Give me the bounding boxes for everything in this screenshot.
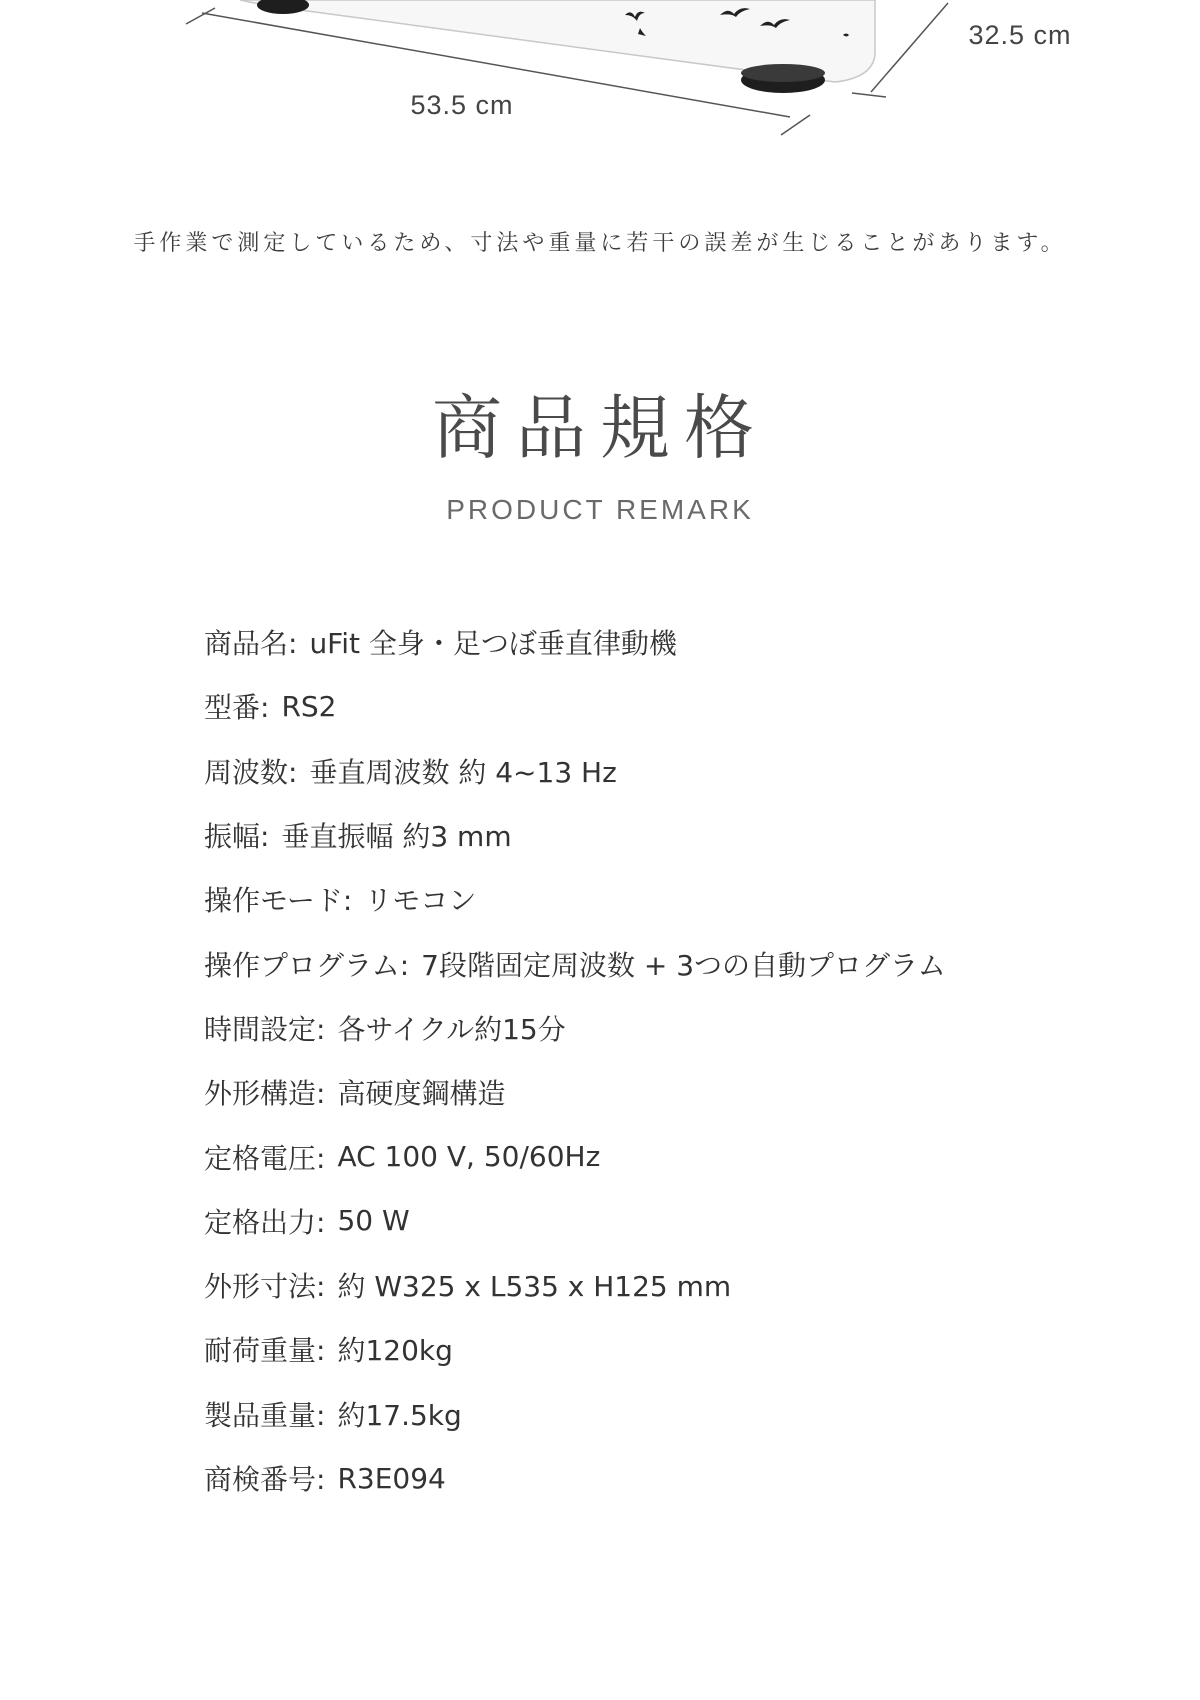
- spec-value: 約17.5kg: [337, 1398, 462, 1432]
- spec-label: 定格出力:: [204, 1205, 326, 1239]
- spec-label: 製品重量:: [204, 1398, 326, 1432]
- spec-label: 商品名:: [204, 627, 298, 661]
- spec-label: 振幅:: [204, 820, 270, 854]
- spec-label: 操作モード:: [204, 884, 353, 918]
- spec-value: 50 W: [337, 1204, 410, 1238]
- width-dimension-line: [871, 3, 948, 92]
- spec-label: 周波数:: [204, 755, 298, 789]
- foot-left: [257, 0, 309, 14]
- spec-label: 型番:: [204, 691, 270, 725]
- spec-row: [204, 739, 1104, 803]
- measurement-disclaimer: 手作業で測定しているため、寸法や重量に若干の誤差が生じることがあります。: [133, 231, 1067, 256]
- spec-value: 約 W325 x L535 x H125 mm: [337, 1270, 732, 1304]
- spec-row: [204, 1060, 1104, 1124]
- spec-value: リモコン: [364, 884, 477, 918]
- spec-value: 垂直振幅 約3 mm: [281, 820, 512, 854]
- spec-value: 各サイクル約15分: [337, 1012, 566, 1046]
- spec-row: [204, 867, 1104, 931]
- section-title: 商品規格: [432, 387, 768, 469]
- spec-label: 外形構造:: [204, 1077, 326, 1111]
- spec-row: [204, 996, 1104, 1060]
- spec-row: [204, 1446, 1104, 1510]
- spec-value: RS2: [281, 689, 337, 723]
- spec-label: 時間設定:: [204, 1012, 326, 1046]
- section-subtitle: PRODUCT REMARK: [446, 494, 754, 525]
- spec-value: 約120kg: [337, 1334, 453, 1368]
- foot-front-top: [741, 64, 825, 82]
- length-dimension-label: 53.5 cm: [410, 90, 514, 120]
- spec-row: [204, 1124, 1104, 1188]
- spec-row: [204, 1189, 1104, 1253]
- product-dimension-diagram: [0, 0, 1200, 160]
- spec-label: 外形寸法:: [204, 1270, 326, 1304]
- width-dimension-label: 32.5 cm: [968, 20, 1072, 50]
- spec-value: 7段階固定周波数 + 3つの自動プログラム: [421, 948, 946, 982]
- spec-label: 操作プログラム:: [204, 948, 410, 982]
- spec-row: [204, 610, 1104, 674]
- spec-row: [204, 1317, 1104, 1381]
- spec-label: 耐荷重量:: [204, 1334, 326, 1368]
- spec-value: 高硬度鋼構造: [337, 1077, 506, 1111]
- spec-label: 商検番号:: [204, 1463, 326, 1496]
- spec-list: [204, 610, 1104, 1510]
- spec-row: [204, 1382, 1104, 1446]
- spec-value: uFit 全身・足つぼ垂直律動機: [309, 627, 677, 661]
- spec-row: [204, 803, 1104, 867]
- spec-row: [204, 1253, 1104, 1317]
- spec-value: AC 100 V, 50/60Hz: [337, 1140, 601, 1174]
- spec-label: 定格電圧:: [204, 1141, 326, 1175]
- spec-row: [204, 674, 1104, 738]
- width-dimension-tick: [852, 93, 886, 97]
- spec-row: [204, 931, 1104, 995]
- spec-value: R3E094: [337, 1461, 446, 1495]
- spec-value: 垂直周波数 約 4~13 Hz: [309, 755, 617, 789]
- length-dimension-tick: [781, 115, 810, 135]
- length-dimension-tick: [186, 8, 215, 24]
